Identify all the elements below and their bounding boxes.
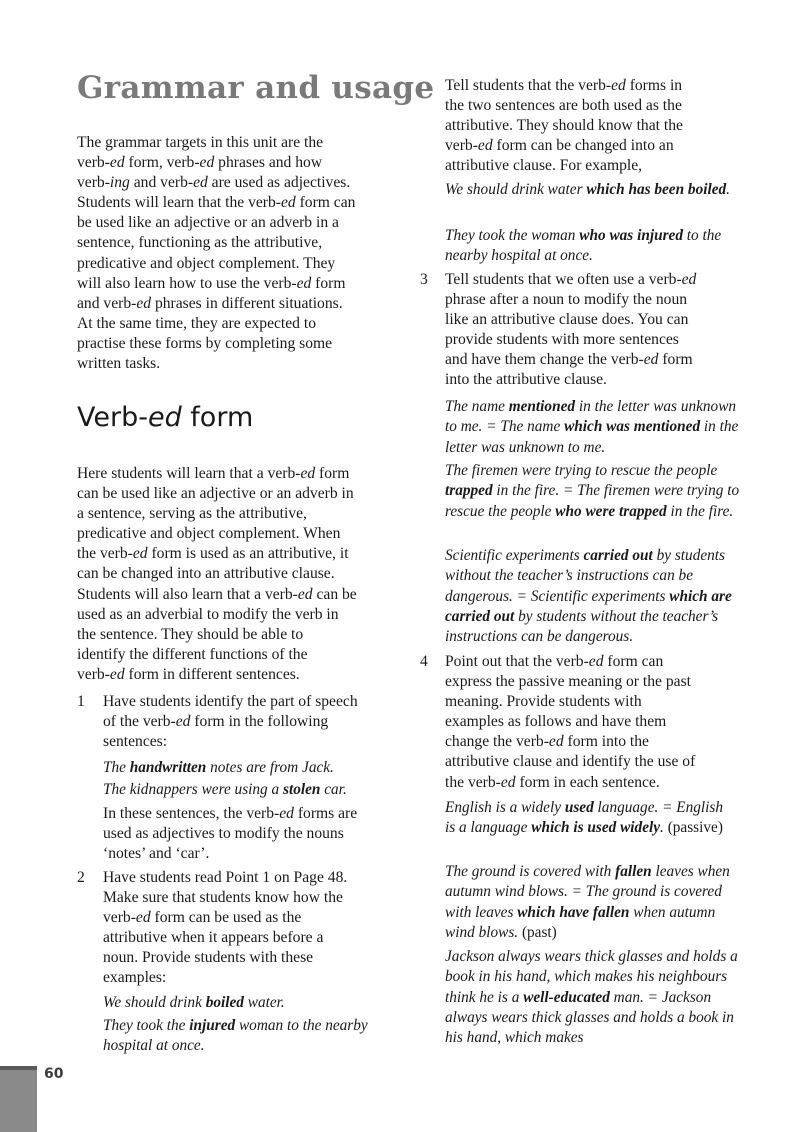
item4-text [445,652,745,793]
intro-line: sentence, functioning as the attributive, [77,234,323,252]
subheading: Verb-ed form [77,402,254,433]
intro-line: verb-ed form, verb-ed phrases and how [77,154,323,172]
item-line: Tell students that we often use a verb-ed [445,271,697,288]
item-line: verb-ed form can be used as the [103,909,302,927]
intro-line: practise these forms by completing some [77,334,333,352]
intro-line: At the same time, they are expected to [77,314,317,332]
item-number: 1 [77,693,85,710]
item-line: sentences: [103,733,168,751]
example-sentence: They took the woman who was injured to the nearby hospital at once. [445,227,722,265]
right-line: the two sentences are both used as the [445,97,682,115]
para-line: verb-ed form in different sentences. [77,665,300,683]
intro-line: The grammar targets in this unit are the [77,134,324,151]
right-line: Tell students that the verb-ed forms in [445,77,683,94]
item1-followup [103,804,403,864]
item-line: meaning. Provide students with [445,693,642,711]
example-sentence: English is a widely used language. = English is a language which is used widely. (passive) [445,799,724,837]
intro-line: predicative and object complement. They [77,254,336,272]
intro-line: be used like an adjective or an adverb in a [77,214,339,232]
section-heading: Grammar and usage [77,70,435,106]
para-line: used as an adverbial to modify the verb in [77,605,339,623]
item-line: into the attributive clause. [445,371,607,389]
example-sentence: Scientific experiments carried out by students without the teacher’s instructions can be dangerous. = Scientific experiments which are carried out by students without the teacher’s instructions can be dangerous. [445,547,732,646]
para-line: a sentence, serving as the attributive, [77,505,307,523]
example-sentence: We should drink water which has been boiled. [445,181,730,198]
item-line: and have them change the verb-ed form [445,351,693,369]
item-line: express the passive meaning or the past [445,673,691,691]
para-line: Here students will learn that a verb-ed form [77,465,350,482]
item-number: 2 [77,869,85,886]
item-line: Point out that the verb-ed form can [445,653,664,670]
item1-text [103,692,403,752]
item-line: Have students read Point 1 on Page 48. [103,869,348,886]
right-line: attributive clause. For example, [445,157,643,175]
item-line: phrase after a noun to modify the noun [445,291,688,309]
item-line: Have students identify the part of speech [103,693,358,710]
example-sentence: They took the injured woman to the nearby hospital at once. [103,1017,368,1055]
item-line: examples: [103,969,167,987]
item3-text [445,270,745,391]
para-line: predicative and object complement. When [77,525,341,543]
verb-ed-paragraph [77,464,399,685]
item-line: the verb-ed form in each sentence. [445,773,660,791]
item2-text [103,868,403,989]
item-line: like an attributive clause does. You can [445,311,689,329]
item-line: of the verb-ed form in the following [103,713,329,731]
intro-line: and verb-ed phrases in different situations. [77,294,343,312]
para-line: Students will also learn that a verb-ed can be [77,585,357,603]
intro-line: will also learn how to use the verb-ed form [77,274,346,292]
para-line: the sentence. They should be able to [77,625,304,643]
item-number: 4 [420,653,428,670]
item-line: used as adjectives to modify the nouns [103,825,344,843]
example-sentence: The firemen were trying to rescue the people trapped in the fire. = The firemen were trying to rescue the people who were trapped in the fire. [445,462,740,520]
example-sentence: The ground is covered with fallen leaves when autumn wind blows. = The ground is covered with leaves which have fallen when autumn wind blows. (past) [445,863,730,941]
page-tab [0,1066,37,1132]
intro-paragraph [77,133,399,374]
example-sentence: The name mentioned in the letter was unknown to me. = The name which was mentioned in the letter was unknown to me. [445,398,739,456]
right-line: attributive. They should know that the [445,117,683,135]
item-line: provide students with more sentences [445,331,679,349]
item-line: change the verb-ed form into the [445,733,649,751]
intro-line: verb-ing and verb-ed are used as adjectives. [77,174,351,192]
example-sentence: Jackson always wears thick glasses and holds a book in his hand, which makes his neighbours think he is a well-educated man. = Jackson always wears thick glasses and holds a book in his hand, which makes [445,948,738,1047]
page-tab-edge [0,1066,37,1070]
item-line: examples as follows and have them [445,713,667,731]
item-line: attributive clause and identify the use of [445,753,696,771]
para-line: can be used like an adjective or an adverb in [77,485,354,503]
item-line: noun. Provide students with these [103,949,314,967]
para-line: identify the different functions of the [77,645,308,663]
right-line: verb-ed form can be changed into an [445,137,674,155]
item-line: attributive when it appears before a [103,929,324,947]
para-line: can be changed into an attributive clause. [77,565,335,583]
intro-line: written tasks. [77,355,161,373]
intro-line: Students will learn that the verb-ed form can [77,194,356,212]
example-sentence: The handwritten notes are from Jack. [103,759,334,776]
right-intro [445,76,745,176]
para-line: the verb-ed form is used as an attributive, it [77,545,349,563]
item-number: 3 [420,271,428,288]
item-line: ‘notes’ and ‘car’. [103,845,210,863]
item-line: Make sure that students know how the [103,889,343,907]
example-sentence: The kidnappers were using a stolen car. [103,781,347,798]
page-number: 60 [44,1066,64,1082]
example-sentence: We should drink boiled water. [103,994,285,1011]
item-line: In these sentences, the verb-ed forms are [103,805,358,822]
